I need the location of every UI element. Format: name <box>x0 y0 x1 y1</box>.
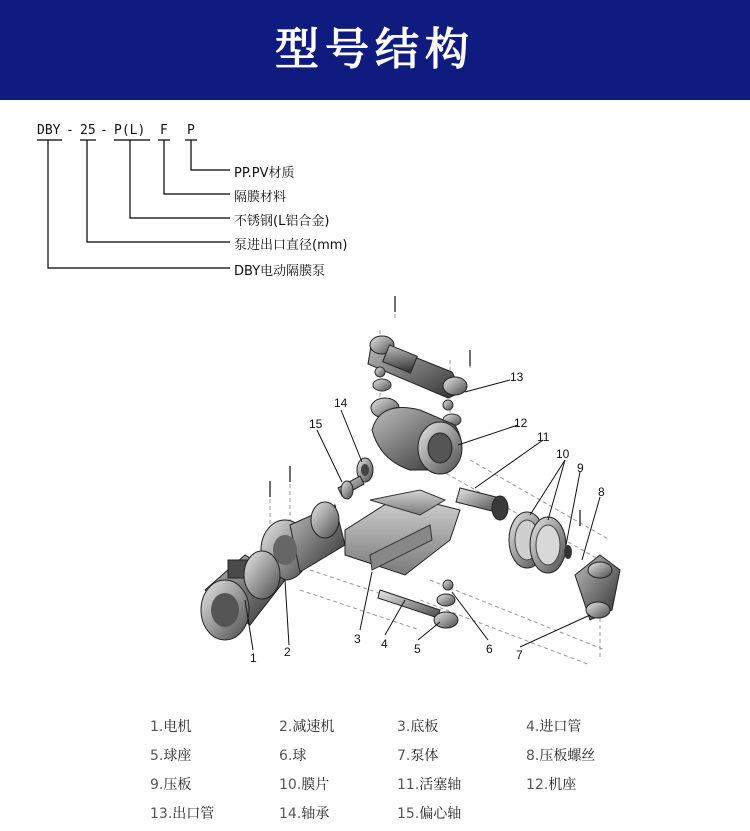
legend-number: 5. <box>150 748 164 764</box>
code-seg-material: P(L) <box>114 123 146 138</box>
callout-5: 5 <box>414 642 421 656</box>
legend-item <box>279 774 329 794</box>
legend-part-name: 轴承 <box>301 806 330 822</box>
legend-number: 1. <box>150 719 164 735</box>
callout-6: 6 <box>486 642 493 656</box>
code-seg-diameter: 25 <box>80 123 96 138</box>
piston-shaft <box>456 488 508 520</box>
legend-item <box>397 745 438 765</box>
pump-body <box>575 555 620 620</box>
legend-part-name: 压板 <box>163 777 192 793</box>
ball <box>443 580 453 590</box>
legend-part-name: 出口管 <box>172 806 215 822</box>
legend-item <box>397 774 461 794</box>
callout-1: 1 <box>250 651 257 665</box>
legend-part-name: 减速机 <box>292 719 335 735</box>
legend-number: 11. <box>397 777 420 793</box>
callout-7: 7 <box>516 648 523 662</box>
legend-number: 14. <box>279 806 302 822</box>
code-seg-series: DBY <box>37 123 61 138</box>
eccentric-shaft <box>338 476 364 499</box>
code-seg-dash-1: - <box>66 123 74 138</box>
callout-15: 15 <box>309 417 323 431</box>
legend-item <box>526 774 576 794</box>
callout-3: 3 <box>354 632 361 646</box>
legend-item <box>526 716 581 736</box>
inlet-pipe <box>378 590 440 618</box>
code-seg-dash-2: - <box>100 123 108 138</box>
legend-number: 9. <box>150 777 164 793</box>
legend-item <box>397 803 461 823</box>
legend-number: 2. <box>279 719 293 735</box>
desc-series: DBY电动隔膜泵 <box>234 264 326 279</box>
legend-item <box>279 745 306 765</box>
model-code-connector-lines <box>0 0 750 285</box>
legend-number: 6. <box>279 748 293 764</box>
callout-10: 10 <box>556 447 570 461</box>
diaphragm <box>509 512 566 573</box>
exploded-pump-diagram <box>0 285 750 685</box>
callout-11: 11 <box>537 430 550 444</box>
base-plate <box>345 490 460 575</box>
legend-part-name: 底板 <box>410 719 439 735</box>
code-seg-pp: P <box>187 123 195 138</box>
legend-number: 8. <box>526 748 540 764</box>
legend-number: 12. <box>526 777 549 793</box>
page-title: 型号结构 <box>275 24 475 75</box>
callout-4: 4 <box>381 637 388 651</box>
legend-item <box>150 716 191 736</box>
legend-part-name: 压板螺丝 <box>539 748 596 764</box>
callout-14: 14 <box>334 396 348 410</box>
pressure-plate <box>564 545 572 559</box>
legend-number: 15. <box>397 806 420 822</box>
legend-item <box>279 716 334 736</box>
legend-part-name: 电机 <box>163 719 192 735</box>
legend-part-name: 球座 <box>163 748 192 764</box>
callout-13: 13 <box>510 370 524 384</box>
legend-part-name: 偏心轴 <box>419 806 462 822</box>
legend-part-name: 膜片 <box>301 777 330 793</box>
legend-item <box>279 803 329 823</box>
desc-diaphragm-material: 隔膜材料 <box>234 190 287 205</box>
legend-number: 10. <box>279 777 302 793</box>
legend-item <box>150 803 214 823</box>
legend-part-name: 活塞轴 <box>419 777 462 793</box>
callout-12: 12 <box>514 416 528 430</box>
callout-2: 2 <box>284 645 291 659</box>
legend-item <box>397 716 438 736</box>
desc-body-material: 不锈钢(L铝合金) <box>234 214 330 229</box>
legend-item <box>150 774 191 794</box>
legend-number: 4. <box>526 719 540 735</box>
legend-part-name: 机座 <box>548 777 577 793</box>
legend-item <box>150 745 191 765</box>
legend-part-name: 进口管 <box>539 719 582 735</box>
legend-part-name: 球 <box>292 748 307 764</box>
code-seg-diaphragm: F <box>160 123 168 138</box>
legend-part-name: 泵体 <box>410 748 439 764</box>
desc-port-diameter: 泵进出口直径(mm) <box>234 238 348 253</box>
legend-number: 3. <box>397 719 411 735</box>
legend-number: 13. <box>150 806 173 822</box>
callout-8: 8 <box>598 485 605 499</box>
legend-item <box>526 745 595 765</box>
desc-pp-material: PP.PV材质 <box>234 166 295 181</box>
motor <box>201 551 285 640</box>
callout-9: 9 <box>577 461 584 475</box>
legend-number: 7. <box>397 748 411 764</box>
